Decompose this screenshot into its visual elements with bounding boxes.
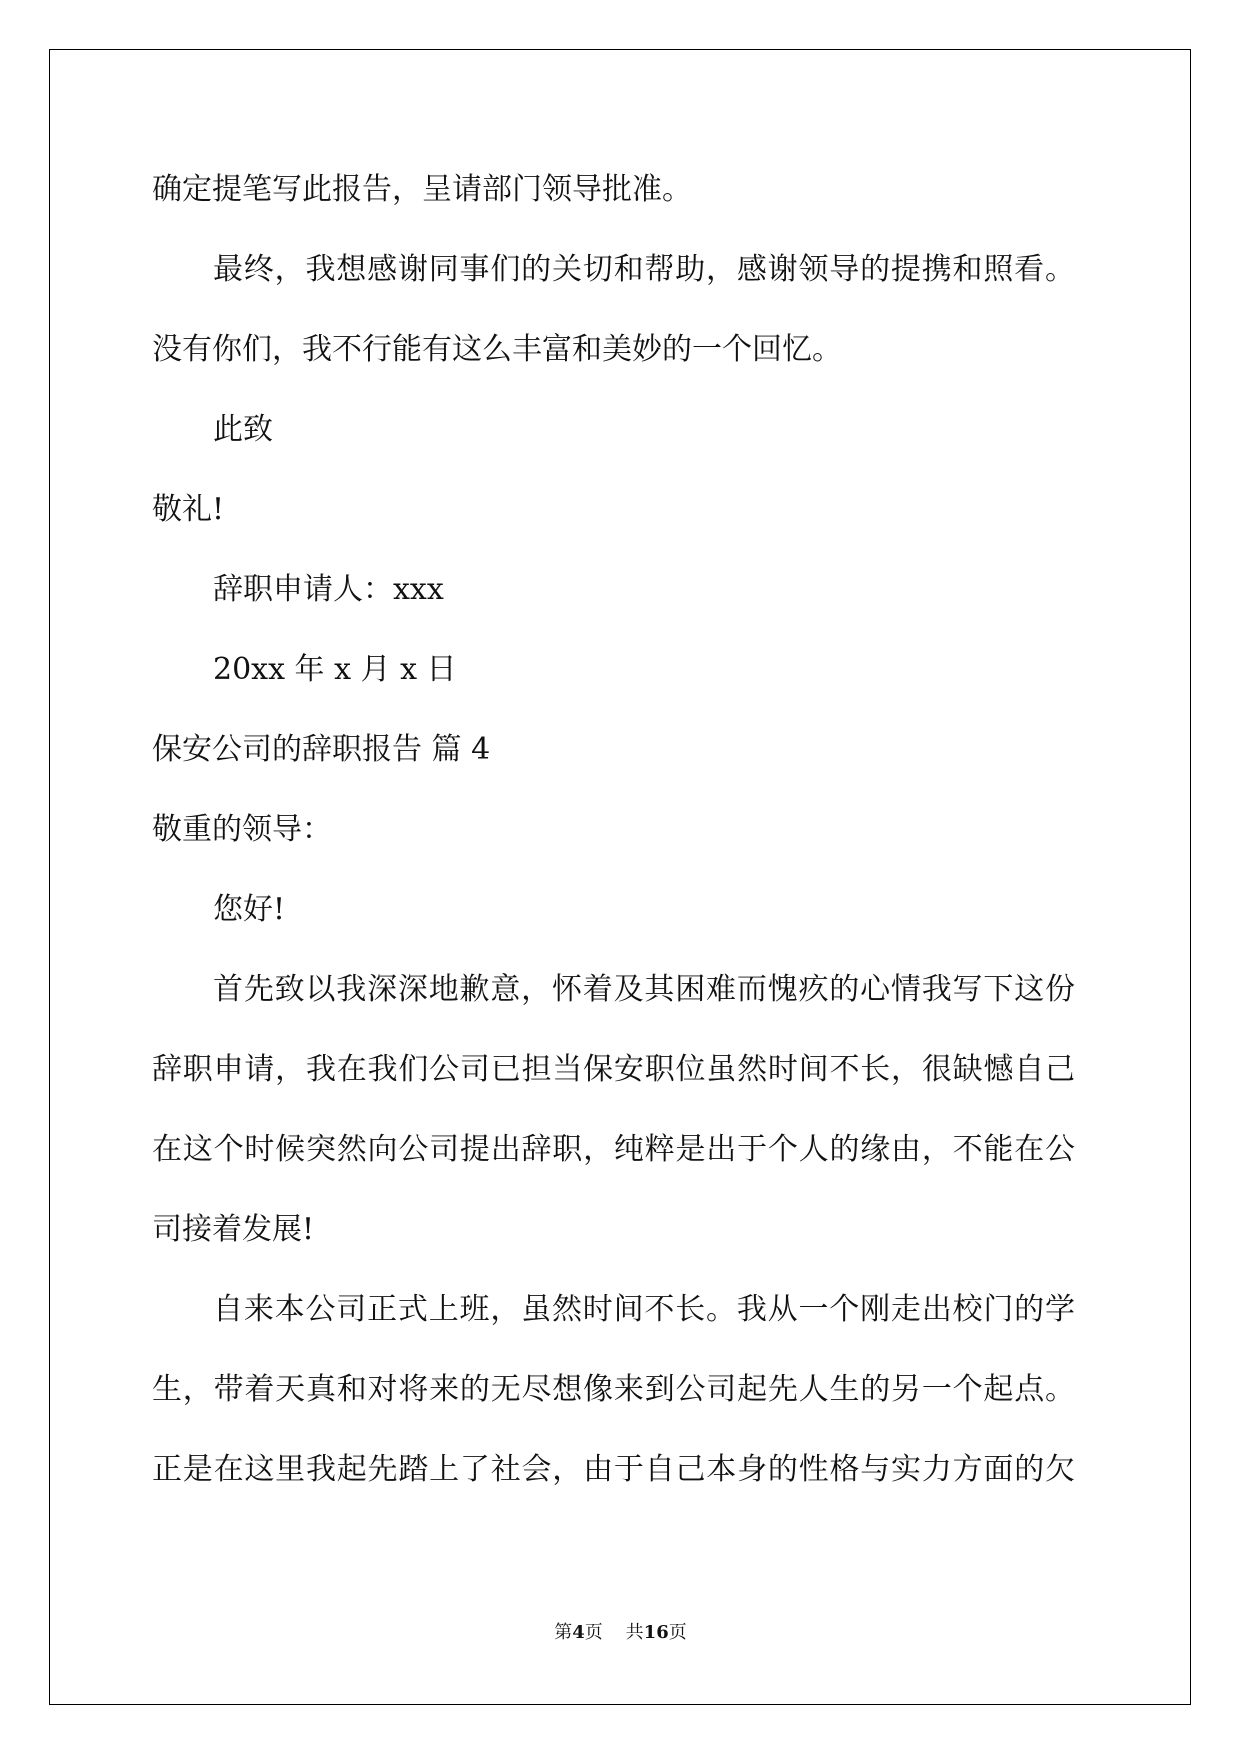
footer-suffix: 页 bbox=[668, 1622, 687, 1643]
text-line-14: 司接着发展! bbox=[152, 1212, 315, 1247]
section-title: 保安公司的辞职报告 篇 4 bbox=[152, 732, 491, 767]
text-line-1: 确定提笔写此报告，呈请部门领导批准。 bbox=[152, 172, 692, 207]
greeting: 您好! bbox=[213, 892, 286, 927]
footer-prefix: 第 bbox=[554, 1622, 573, 1643]
text-line-11: 首先致以我深深地歉意，怀着及其困难而愧疚的心情我写下这份 bbox=[213, 972, 1075, 1007]
footer-mid: 页 共 bbox=[584, 1622, 644, 1643]
text-line-13: 在这个时候突然向公司提出辞职，纯粹是出于个人的缘由，不能在公 bbox=[152, 1132, 1075, 1167]
text-line-17: 正是在这里我起先踏上了社会，由于自己本身的性格与实力方面的欠 bbox=[152, 1452, 1075, 1487]
text-line-16: 生，带着天真和对将来的无尽想像来到公司起先人生的另一个起点。 bbox=[152, 1372, 1075, 1407]
text-line-15: 自来本公司正式上班，虽然时间不长。我从一个刚走出校门的学 bbox=[213, 1292, 1075, 1327]
footer-page-number: 4 bbox=[572, 1622, 585, 1643]
closing-respect: 敬礼! bbox=[152, 492, 225, 527]
signature-date: 20xx 年 x 月 x 日 bbox=[213, 652, 457, 687]
text-line-12: 辞职申请，我在我们公司已担当保安职位虽然时间不长，很缺憾自己 bbox=[152, 1052, 1075, 1087]
footer-total-pages: 16 bbox=[643, 1622, 669, 1643]
page-footer bbox=[0, 1618, 1241, 1644]
greeting-addressee: 敬重的领导： bbox=[152, 812, 332, 847]
text-line-3: 没有你们，我不行能有这么丰富和美妙的一个回忆。 bbox=[152, 332, 842, 367]
text-line-2: 最终，我想感谢同事们的关切和帮助，感谢领导的提携和照看。 bbox=[213, 252, 1075, 287]
applicant-signature: 辞职申请人：xxx bbox=[213, 572, 444, 607]
closing-salutation: 此致 bbox=[213, 412, 273, 447]
